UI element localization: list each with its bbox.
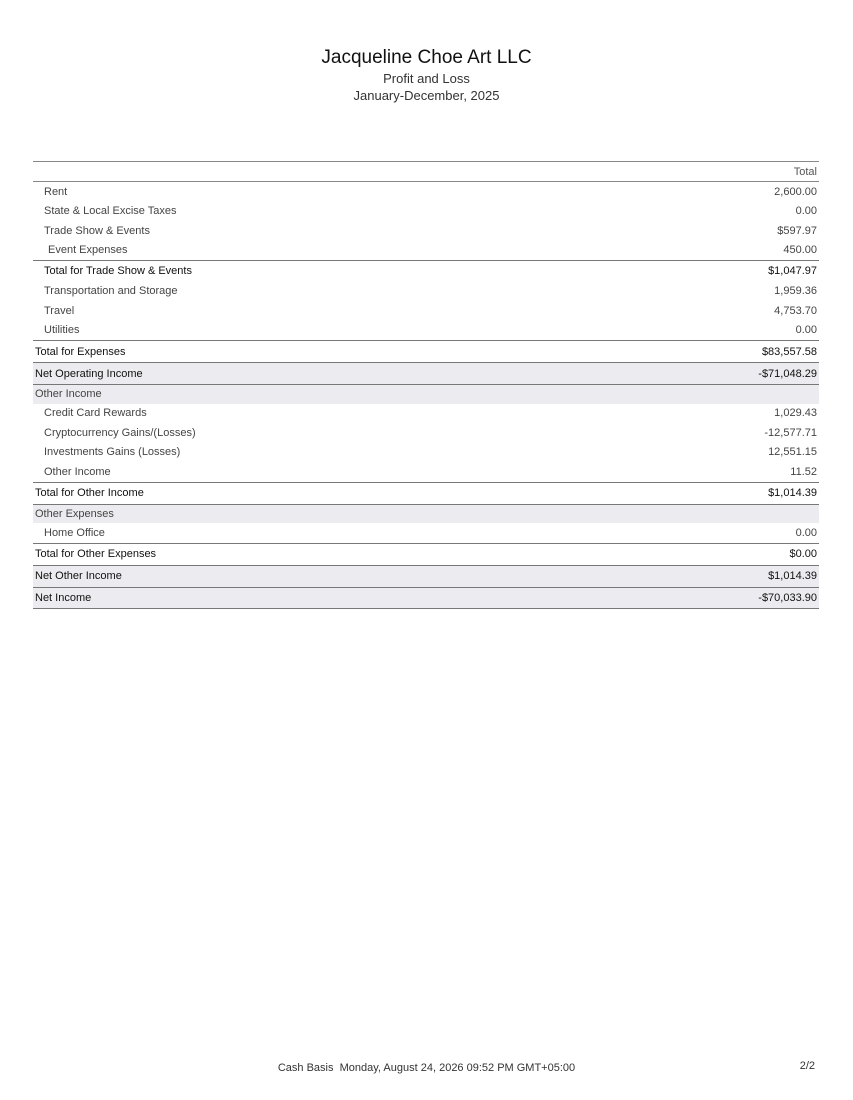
row-amount: 0.00 (795, 526, 817, 539)
row-label: Total for Expenses (35, 345, 126, 358)
row-label: Net Income (35, 591, 92, 604)
row-amount: -12,577.71 (764, 426, 817, 439)
net-other-income-row (33, 565, 819, 587)
table-row (33, 282, 819, 302)
net-operating-income-row (33, 362, 819, 384)
row-amount: 1,959.36 (774, 285, 817, 298)
row-label: Total for Other Expenses (35, 548, 157, 560)
table-row (33, 404, 819, 424)
table-row (33, 202, 819, 222)
row-label: Trade Show & Events (44, 224, 150, 237)
company-name: Jacqueline Choe Art LLC (321, 47, 532, 68)
row-amount: $1,014.39 (768, 487, 817, 499)
row-label: Net Other Income (35, 570, 122, 582)
row-amount: $597.97 (777, 224, 817, 237)
net-income-row (33, 587, 819, 609)
table-row (33, 221, 819, 241)
section-header-row (33, 384, 819, 404)
row-amount: 2,600.00 (774, 185, 817, 198)
row-amount: 0.00 (795, 205, 817, 218)
row-amount: $1,014.39 (768, 570, 817, 582)
page-number: 2/2 (799, 1060, 815, 1072)
section-header-row (33, 504, 819, 524)
subtotal-row (33, 260, 819, 282)
total-row (33, 482, 819, 504)
report-title: Profit and Loss (383, 71, 470, 86)
table-row (33, 182, 819, 202)
table-row (33, 443, 819, 463)
row-amount: -$70,033.90 (758, 591, 817, 604)
row-label: Travel (44, 304, 75, 317)
row-amount: 0.00 (795, 324, 817, 337)
row-label: Total for Other Income (35, 487, 144, 499)
footer-info (0, 1062, 853, 1074)
row-label: Total for Trade Show & Events (44, 265, 192, 278)
table-row (33, 523, 819, 543)
profit-loss-table (33, 161, 819, 609)
table-row (33, 241, 819, 261)
row-label: Other Income (44, 465, 111, 478)
row-label: Cryptocurrency Gains/(Losses) (44, 426, 196, 439)
section-label: Other Expenses (35, 507, 114, 520)
row-amount: 12,551.15 (768, 446, 817, 459)
column-header-row (33, 161, 819, 182)
report-period: January-December, 2025 (353, 88, 500, 103)
total-row (33, 543, 819, 565)
row-amount: -$71,048.29 (758, 367, 817, 380)
row-amount: $83,557.58 (761, 345, 817, 358)
report-header (0, 46, 853, 104)
total-row (33, 340, 819, 362)
row-label: Rent (44, 185, 68, 198)
row-label: Net Operating Income (35, 367, 143, 380)
row-amount: $1,047.97 (768, 265, 817, 278)
row-label: Utilities (44, 324, 80, 337)
row-amount: 450.00 (783, 244, 817, 257)
row-label: Event Expenses (48, 244, 128, 257)
row-label: Home Office (44, 526, 105, 539)
accounting-basis: Cash Basis (277, 1062, 334, 1074)
section-label: Other Income (35, 388, 102, 401)
table-row (33, 301, 819, 321)
row-amount: 4,753.70 (774, 304, 817, 317)
row-label: Credit Card Rewards (44, 407, 147, 420)
row-amount: $0.00 (789, 548, 817, 560)
report-timestamp: Monday, August 24, 2026 09:52 PM GMT+05:00 (339, 1062, 576, 1074)
row-label: Investments Gains (Losses) (44, 446, 181, 459)
row-amount: 1,029.43 (774, 407, 817, 420)
row-amount: 11.52 (790, 465, 817, 478)
table-row (33, 462, 819, 482)
row-label: State & Local Excise Taxes (44, 205, 177, 218)
row-label: Transportation and Storage (44, 285, 178, 298)
table-row (33, 423, 819, 443)
column-header-total: Total (793, 165, 817, 178)
table-row (33, 321, 819, 341)
